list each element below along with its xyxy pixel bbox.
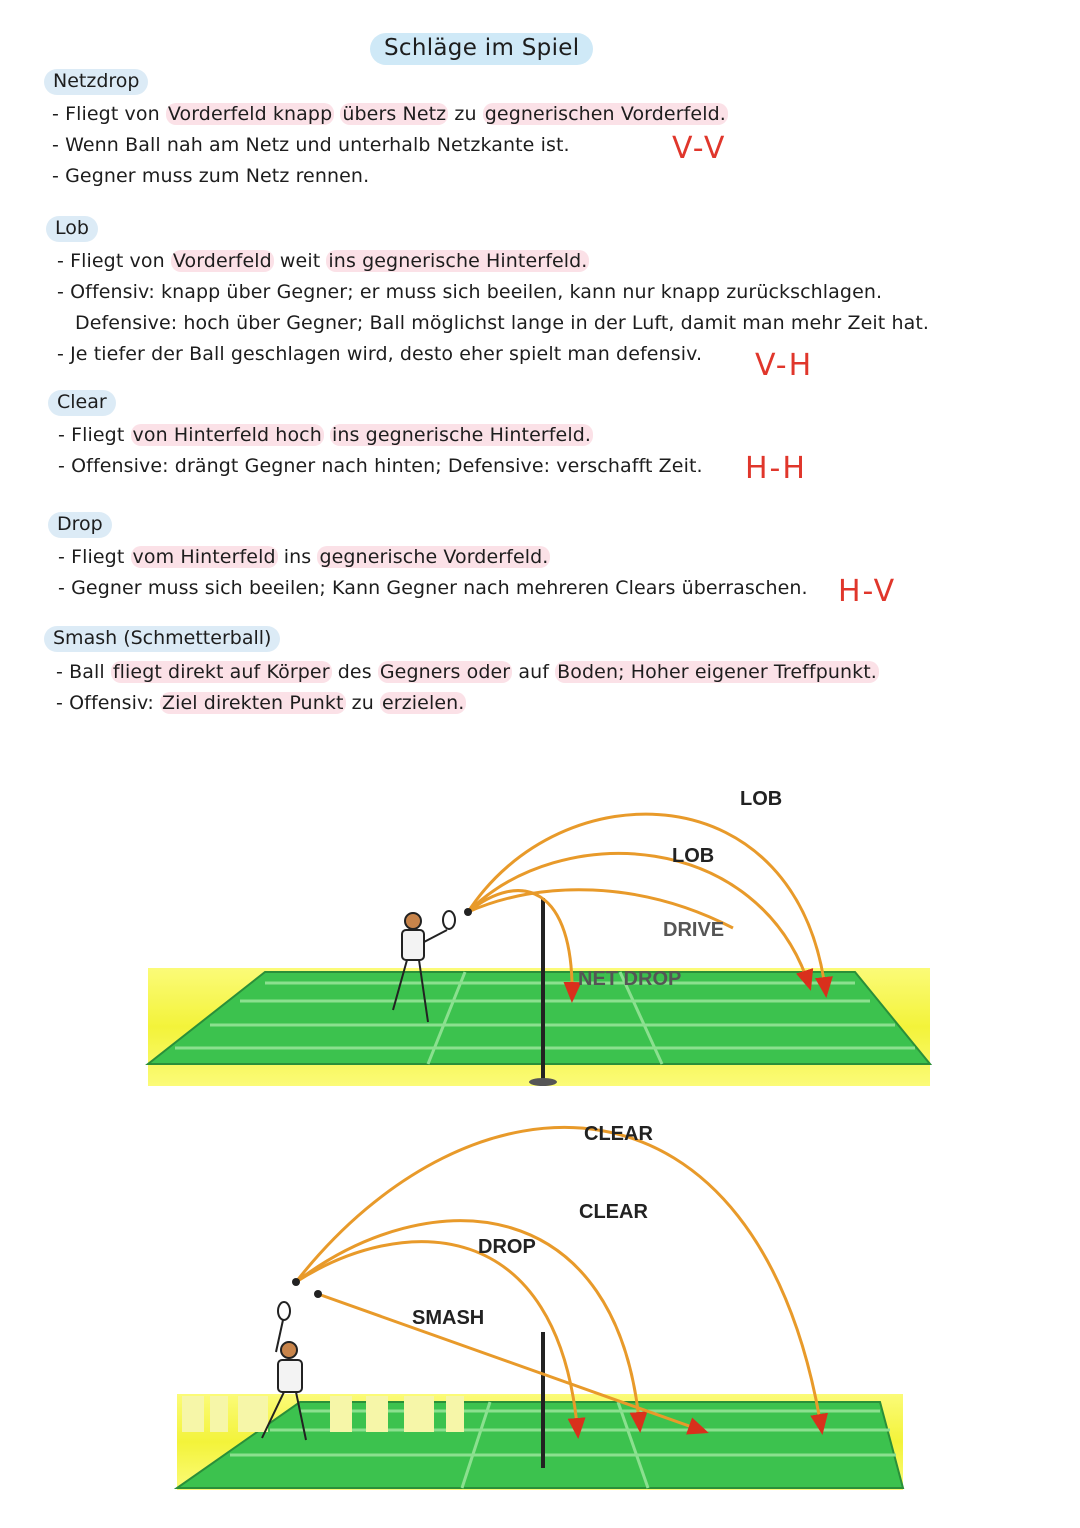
label-drop: DROP: [478, 1236, 536, 1258]
heading-clear: Clear: [48, 390, 116, 416]
label-smash: SMASH: [412, 1307, 485, 1329]
label-clear-2: CLEAR: [579, 1201, 648, 1223]
drop-line-1: - Fliegt vom Hinterfeld ins gegnerische Vorderfeld.: [58, 546, 549, 568]
label-lob-1: LOB: [740, 788, 783, 810]
heading-lob: Lob: [46, 216, 98, 242]
label-drive: DRIVE: [663, 919, 725, 941]
note-lob: V-H: [755, 348, 814, 383]
label-lob-2: LOB: [672, 845, 715, 867]
heading-smash: Smash (Schmetterball): [44, 626, 280, 652]
clear-line-2: - Offensive: drängt Gegner nach hinten; Defensive: verschafft Zeit.: [58, 455, 703, 477]
label-clear-1: CLEAR: [584, 1123, 653, 1145]
label-net-drop: NET DROP: [578, 968, 682, 990]
lob-line-4: - Je tiefer der Ball geschlagen wird, desto eher spielt man defensiv.: [57, 343, 703, 365]
smash-line-1: - Ball fliegt direkt auf Körper des Gegners oder auf Boden; Hoher eigener Treffpunkt.: [56, 661, 877, 683]
trajectories-2: [296, 1127, 822, 1436]
netzdrop-line-1: - Fliegt von Vorderfeld knapp übers Netz zu gegnerischen Vorderfeld.: [52, 103, 726, 125]
netzdrop-line-3: - Gegner muss zum Netz rennen.: [52, 165, 370, 187]
heading-drop: Drop: [48, 512, 112, 538]
heading-netzdrop: Netzdrop: [44, 69, 148, 95]
note-netzdrop: V-V: [672, 131, 727, 166]
lob-line-1: - Fliegt von Vorderfeld weit ins gegnerische Hinterfeld.: [57, 250, 588, 272]
lob-line-2: - Offensiv: knapp über Gegner; er muss sich beeilen, kann nur knapp zurückschlagen.: [57, 281, 883, 303]
page-title: Schläge im Spiel: [370, 33, 593, 65]
lob-line-3: Defensive: hoch über Gegner; Ball möglichst lange in der Luft, damit man mehr Zeit hat.: [75, 312, 930, 334]
smash-line-2: - Offensiv: Ziel direkten Punkt zu erzielen.: [56, 692, 465, 714]
note-drop: H-V: [838, 574, 897, 609]
netzdrop-line-2: - Wenn Ball nah am Netz und unterhalb Netzkante ist.: [52, 134, 570, 156]
note-clear: H-H: [745, 451, 807, 486]
clear-line-1: - Fliegt von Hinterfeld hoch ins gegnerische Hinterfeld.: [58, 424, 592, 446]
drop-line-2: - Gegner muss sich beeilen; Kann Gegner nach mehreren Clears überraschen.: [58, 577, 808, 599]
court2-surface: [177, 1402, 903, 1488]
